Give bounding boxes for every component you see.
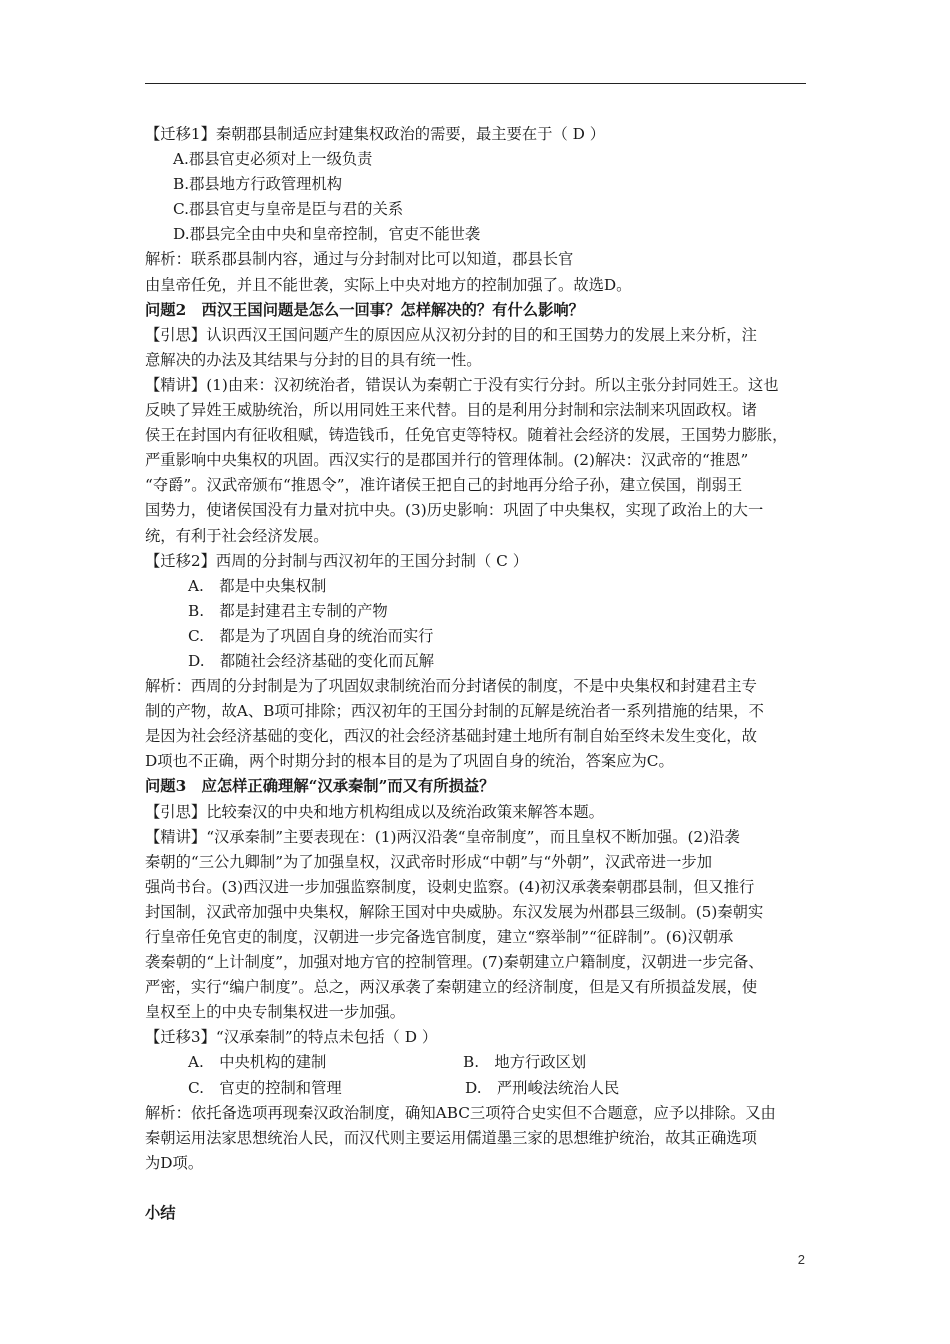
option-c: C. 都是为了巩固自身的统治而实行: [188, 626, 434, 645]
analysis-line: 秦朝运用法家思想统治人民，而汉代则主要运用儒道墨三家的思想维护统治，故其正确选项: [145, 1128, 757, 1147]
summary-heading: 小结: [145, 1203, 176, 1222]
paragraph-line: 【引思】认识西汉王国问题产生的原因应从汉初分封的目的和王国势力的发展上来分析，注: [145, 325, 757, 344]
paragraph-line: 统，有利于社会经济发展。: [145, 526, 329, 545]
option-b: B. 地方行政区划: [463, 1053, 587, 1072]
analysis-line: 解析：依托备选项再现秦汉政治制度，确知ABC三项符合史实但不合题意，应予以排除。又由: [145, 1103, 776, 1122]
option-b: B. 都是封建君主专制的产物: [188, 601, 388, 620]
section-heading: 问题2 西汉王国问题是怎么一回事？怎样解决的？有什么影响？: [145, 300, 584, 319]
option-c: C. 官吏的控制和管理: [188, 1078, 342, 1097]
paragraph-line: 【精讲】(1)由来：汉初统治者，错误认为秦朝亡于没有实行分封。所以主张分封同姓王。这也: [145, 375, 779, 394]
analysis-line: 解析：西周的分封制是为了巩固奴隶制统治而分封诸侯的制度，不是中央集权和封建君主专: [145, 677, 757, 696]
paragraph-line: 意解决的办法及其结果与分封的目的具有统一性。: [145, 350, 482, 369]
header-rule: [145, 83, 806, 84]
option-a: A. 都是中央集权制: [188, 576, 327, 595]
paragraph-line: 侯王在封国内有征收租赋，铸造钱币，任免官吏等特权。随着社会经济的发展，王国势力膨胀，: [145, 426, 788, 445]
paragraph-line: “夺爵”。汉武帝颁布“推恩令”，准许诸侯王把自己的封地再分给子孙，建立侯国，削弱王: [145, 476, 743, 495]
paragraph-line: 严重影响中央集权的巩固。西汉实行的是郡国并行的管理体制。(2)解决：汉武帝的“推恩”: [145, 451, 749, 470]
option-row: [145, 1076, 810, 1101]
analysis-line: 为D项。: [145, 1153, 204, 1172]
paragraph-line: 【引思】比较秦汉的中央和地方机构组成以及统治政策来解答本题。: [145, 802, 604, 821]
paragraph-line: 封国制，汉武帝加强中央集权，解除王国对中央威胁。东汉发展为州郡县三级制。(5)秦朝实: [145, 902, 764, 921]
paragraph-line: 反映了异姓王威胁统治，所以用同姓王来代替。目的是利用分封制和宗法制来巩固政权。诸: [145, 401, 757, 420]
option-b: B.郡县地方行政管理机构: [173, 175, 343, 194]
option-d: D.郡县完全由中央和皇帝控制，官吏不能世袭: [173, 225, 481, 244]
paragraph-line: 袭秦朝的“上计制度”，加强对地方官的控制管理。(7)秦朝建立户籍制度，汉朝进一步完备、: [145, 953, 764, 972]
paragraph-line: 皇权至上的中央专制集权进一步加强。: [145, 1003, 406, 1022]
question-q3: 【迁移3】“汉承秦制”的特点未包括（ D ）: [145, 1028, 438, 1047]
question-q1: 【迁移1】秦朝郡县制适应封建集权政治的需要，最主要在于（ D ）: [145, 125, 606, 143]
section-heading: 问题3 应怎样正确理解“汉承秦制”而又有所损益？: [145, 777, 495, 796]
option-a: A. 中央机构的建制: [188, 1053, 327, 1072]
paragraph-line: 国势力，使诸侯国没有力量对抗中央。(3)历史影响：巩固了中央集权，实现了政治上的大一: [145, 501, 764, 520]
document-body: [145, 122, 810, 1226]
analysis-line: 由皇帝任免，并且不能世袭，实际上中央对地方的控制加强了。故选D。: [145, 275, 632, 294]
analysis-line: D项也不正确，两个时期分封的根本目的是为了巩固自身的统治，答案应为C。: [145, 752, 674, 771]
option-d: D. 严刑峻法统治人民: [465, 1078, 620, 1097]
paragraph-line: 强尚书台。(3)西汉进一步加强监察制度，设刺史监察。(4)初汉承袭秦朝郡县制，但又推行: [145, 877, 755, 896]
option-a: A.郡县官吏必须对上一级负责: [173, 150, 373, 169]
analysis-line: 制的产物，故A、B项可排除；西汉初年的王国分封制的瓦解是统治者一系列措施的结果，不: [145, 702, 764, 721]
paragraph-line: 行皇帝任免官吏的制度，汉朝进一步完备选官制度，建立“察举制”“征辟制”。(6)汉朝承: [145, 928, 734, 946]
paragraph-line: 秦朝的“三公九卿制”为了加强皇权，汉武帝时形成“中朝”与“外朝”，汉武帝进一步加: [145, 852, 713, 871]
question-q2: 【迁移2】西周的分封制与西汉初年的王国分封制（ C ）: [145, 551, 528, 570]
analysis-line: 解析：联系郡县制内容，通过与分封制对比可以知道，郡县长官: [145, 250, 574, 269]
option-row: [145, 1050, 810, 1075]
option-c: C.郡县官吏与皇帝是臣与君的关系: [173, 200, 404, 219]
page-number: 2: [797, 1252, 805, 1267]
analysis-line: 是因为社会经济基础的变化，西汉的社会经济基础封建土地所有制自始至终未发生变化，故: [145, 727, 757, 746]
paragraph-line: 严密，实行“编户制度”。总之，两汉承袭了秦朝建立的经济制度，但是又有所损益发展，使: [145, 978, 758, 997]
option-d: D. 都随社会经济基础的变化而瓦解: [188, 651, 435, 670]
paragraph-line: 【精讲】“汉承秦制”主要表现在：(1)两汉沿袭“皇帝制度”，而且皇权不断加强。(2)沿袭: [145, 827, 740, 846]
spacer: [145, 1176, 810, 1201]
